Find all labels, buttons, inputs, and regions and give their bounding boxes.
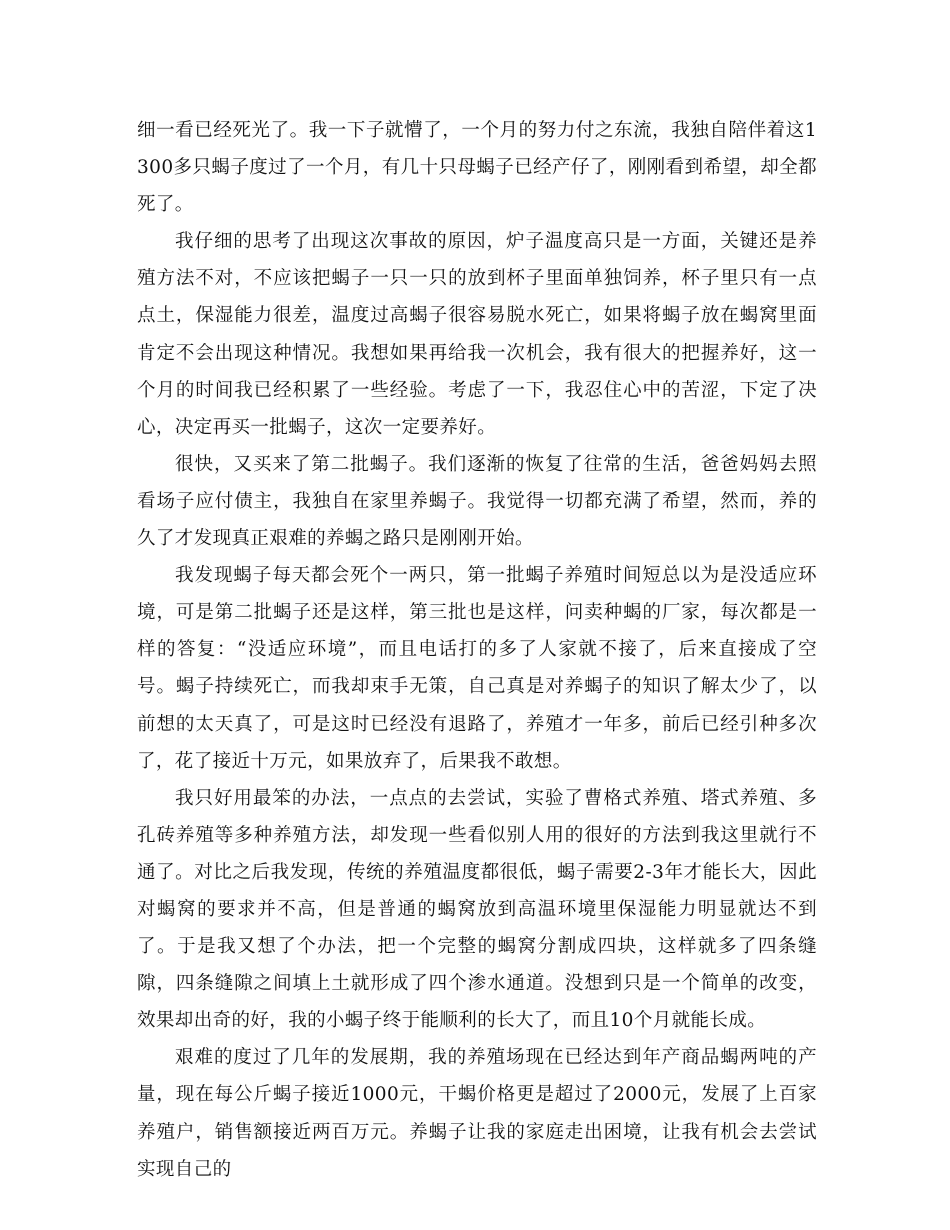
paragraph-5: 我只好用最笨的办法，一点点的去尝试，实验了曹格式养殖、塔式养殖、多孔砖养殖等多种养殖方法，却发现一些看似别人用的很好的方法到我这里就行不通了。对比之后我发现，传统的养殖温度都很低，蝎子需要2-3年才能长大，因此对蝎窝的要求并不高，但是普通的蝎窝放到高温环境里保湿能力明显就达不到了。于是我又想了个办法，把一个完整的蝎窝分割成四块，这样就多了四条缝隙，四条缝隙之间填上土就形成了四个渗水通道。没想到只是一个简单的改变，效果却出奇的好，我的小蝎子终于能顺利的长大了，而且10个月就能长成。 bbox=[137, 787, 817, 1032]
paragraph-2: 我仔细的思考了出现这次事故的原因，炉子温度高只是一方面，关键还是养殖方法不对，不应该把蝎子一只一只的放到杯子里面单独饲养，杯子里只有一点点土，保湿能力很差，温度过高蝎子很容易脱水死亡，如果将蝎子放在蝎窝里面肯定不会出现这种情况。我想如果再给我一次机会，我有很大的把握养好，这一个月的时间我已经积累了一些经验。考虑了一下，我忍住心中的苦涩，下定了决心，决定再买一批蝎子，这次一定要养好。 bbox=[137, 231, 817, 438]
paragraph-6: 艰难的度过了几年的发展期，我的养殖场现在已经达到年产商品蝎两吨的产量，现在每公斤蝎子接近1000元，干蝎价格更是超过了2000元，发展了上百家养殖户，销售额接近两百万元。养蝎子让我的家庭走出困境，让我有机会去尝试实现自己的 bbox=[137, 1047, 817, 1180]
paragraph-1: 细一看已经死光了。我一下子就懵了，一个月的努力付之东流，我独自陪伴着这1300多只蝎子度过了一个月，有几十只母蝎子已经产仔了，刚刚看到希望，却全都死了。 bbox=[137, 120, 817, 216]
document-page bbox=[137, 112, 817, 1188]
paragraph-3: 很快，又买来了第二批蝎子。我们逐渐的恢复了往常的生活，爸爸妈妈去照看场子应付债主，我独自在家里养蝎子。我觉得一切都充满了希望，然而，养的久了才发现真正艰难的养蝎之路只是刚刚开始。 bbox=[137, 453, 817, 550]
paragraph-4: 我发现蝎子每天都会死个一两只，第一批蝎子养殖时间短总以为是没适应环境，可是第二批蝎子还是这样，第三批也是这样，问卖种蝎的厂家，每次都是一样的答复：“没适应环境”，而且电话打的多了人家就不接了，后来直接成了空号。蝎子持续死亡，而我却束手无策，自己真是对养蝎子的知识了解太少了，以前想的太天真了，可是这时已经没有退路了，养殖才一年多，前后已经引种多次了，花了接近十万元，如果放弃了，后果我不敢想。 bbox=[137, 565, 817, 772]
